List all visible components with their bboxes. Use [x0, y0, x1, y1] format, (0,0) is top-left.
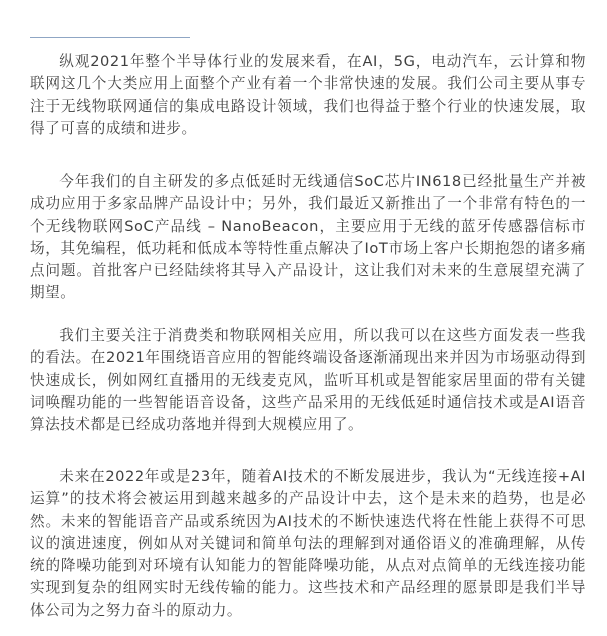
section-divider-line	[30, 37, 190, 38]
paragraph-industry-overview: 纵观2021年整个半导体行业的发展来看，在AI，5G，电动汽车，云计算和物联网这几个大类应用上面整个产业有着一个非常快速的发展。我们公司主要从事专注于无线物联网通信的集成电路设计领域，我们也得益于整个行业的快速发展，取得了可喜的成绩和进步。	[30, 53, 586, 137]
paragraph-consumer-iot-views: 我们主要关注于消费类和物联网相关应用，所以我可以在这些方面发表一些我的看法。在2021年围绕语音应用的智能终端设备逐渐涌现出来并因为市场驱动得到快速成长，例如网红直播用的无线麦克风，监听耳机或是智能家居里面的带有关键词唤醒功能的一些智能语音设备，这些产品采用的无线低延时通信技术或是AI语音算法技术都是已经成功落地并得到大规模应用了。	[30, 327, 586, 434]
paragraph-company-products: 今年我们的自主研发的多点低延时无线通信SoC芯片IN618已经批量生产并被成功应用于多家品牌产品设计中；另外，我们最近又新推出了一个非常有特色的一个无线物联网SoC产品线 – NanoBeacon，主要应用于无线的蓝牙传感器信标市场，其免编程，低功耗和低成本等特性重点解决了IoT市场上客户长期抱怨的诸多痛点问题。首批客户已经陆续将其导入产品设计，这让我们对未来的生意展望充满了期望。	[30, 173, 586, 302]
paragraph-future-outlook: 未来在2022年或是23年，随着AI技术的不断发展进步，我认为“无线连接+AI运算”的技术将会被运用到越来越多的产品设计中去，这个是未来的趋势，也是必然。未来的智能语音产品或系统因为AI技术的不断快速迭代将在性能上获得不可思议的演进速度，例如从对关键词和简单句法的理解到对通俗语义的准确理解，从传统的降噪功能到对环境有认知能力的智能降噪功能，从点对点简单的无线连接功能实现到复杂的组网实时无线传输的能力。这些技术和产品经理的愿景即是我们半导体公司为之努力奋斗的原动力。	[30, 468, 586, 619]
